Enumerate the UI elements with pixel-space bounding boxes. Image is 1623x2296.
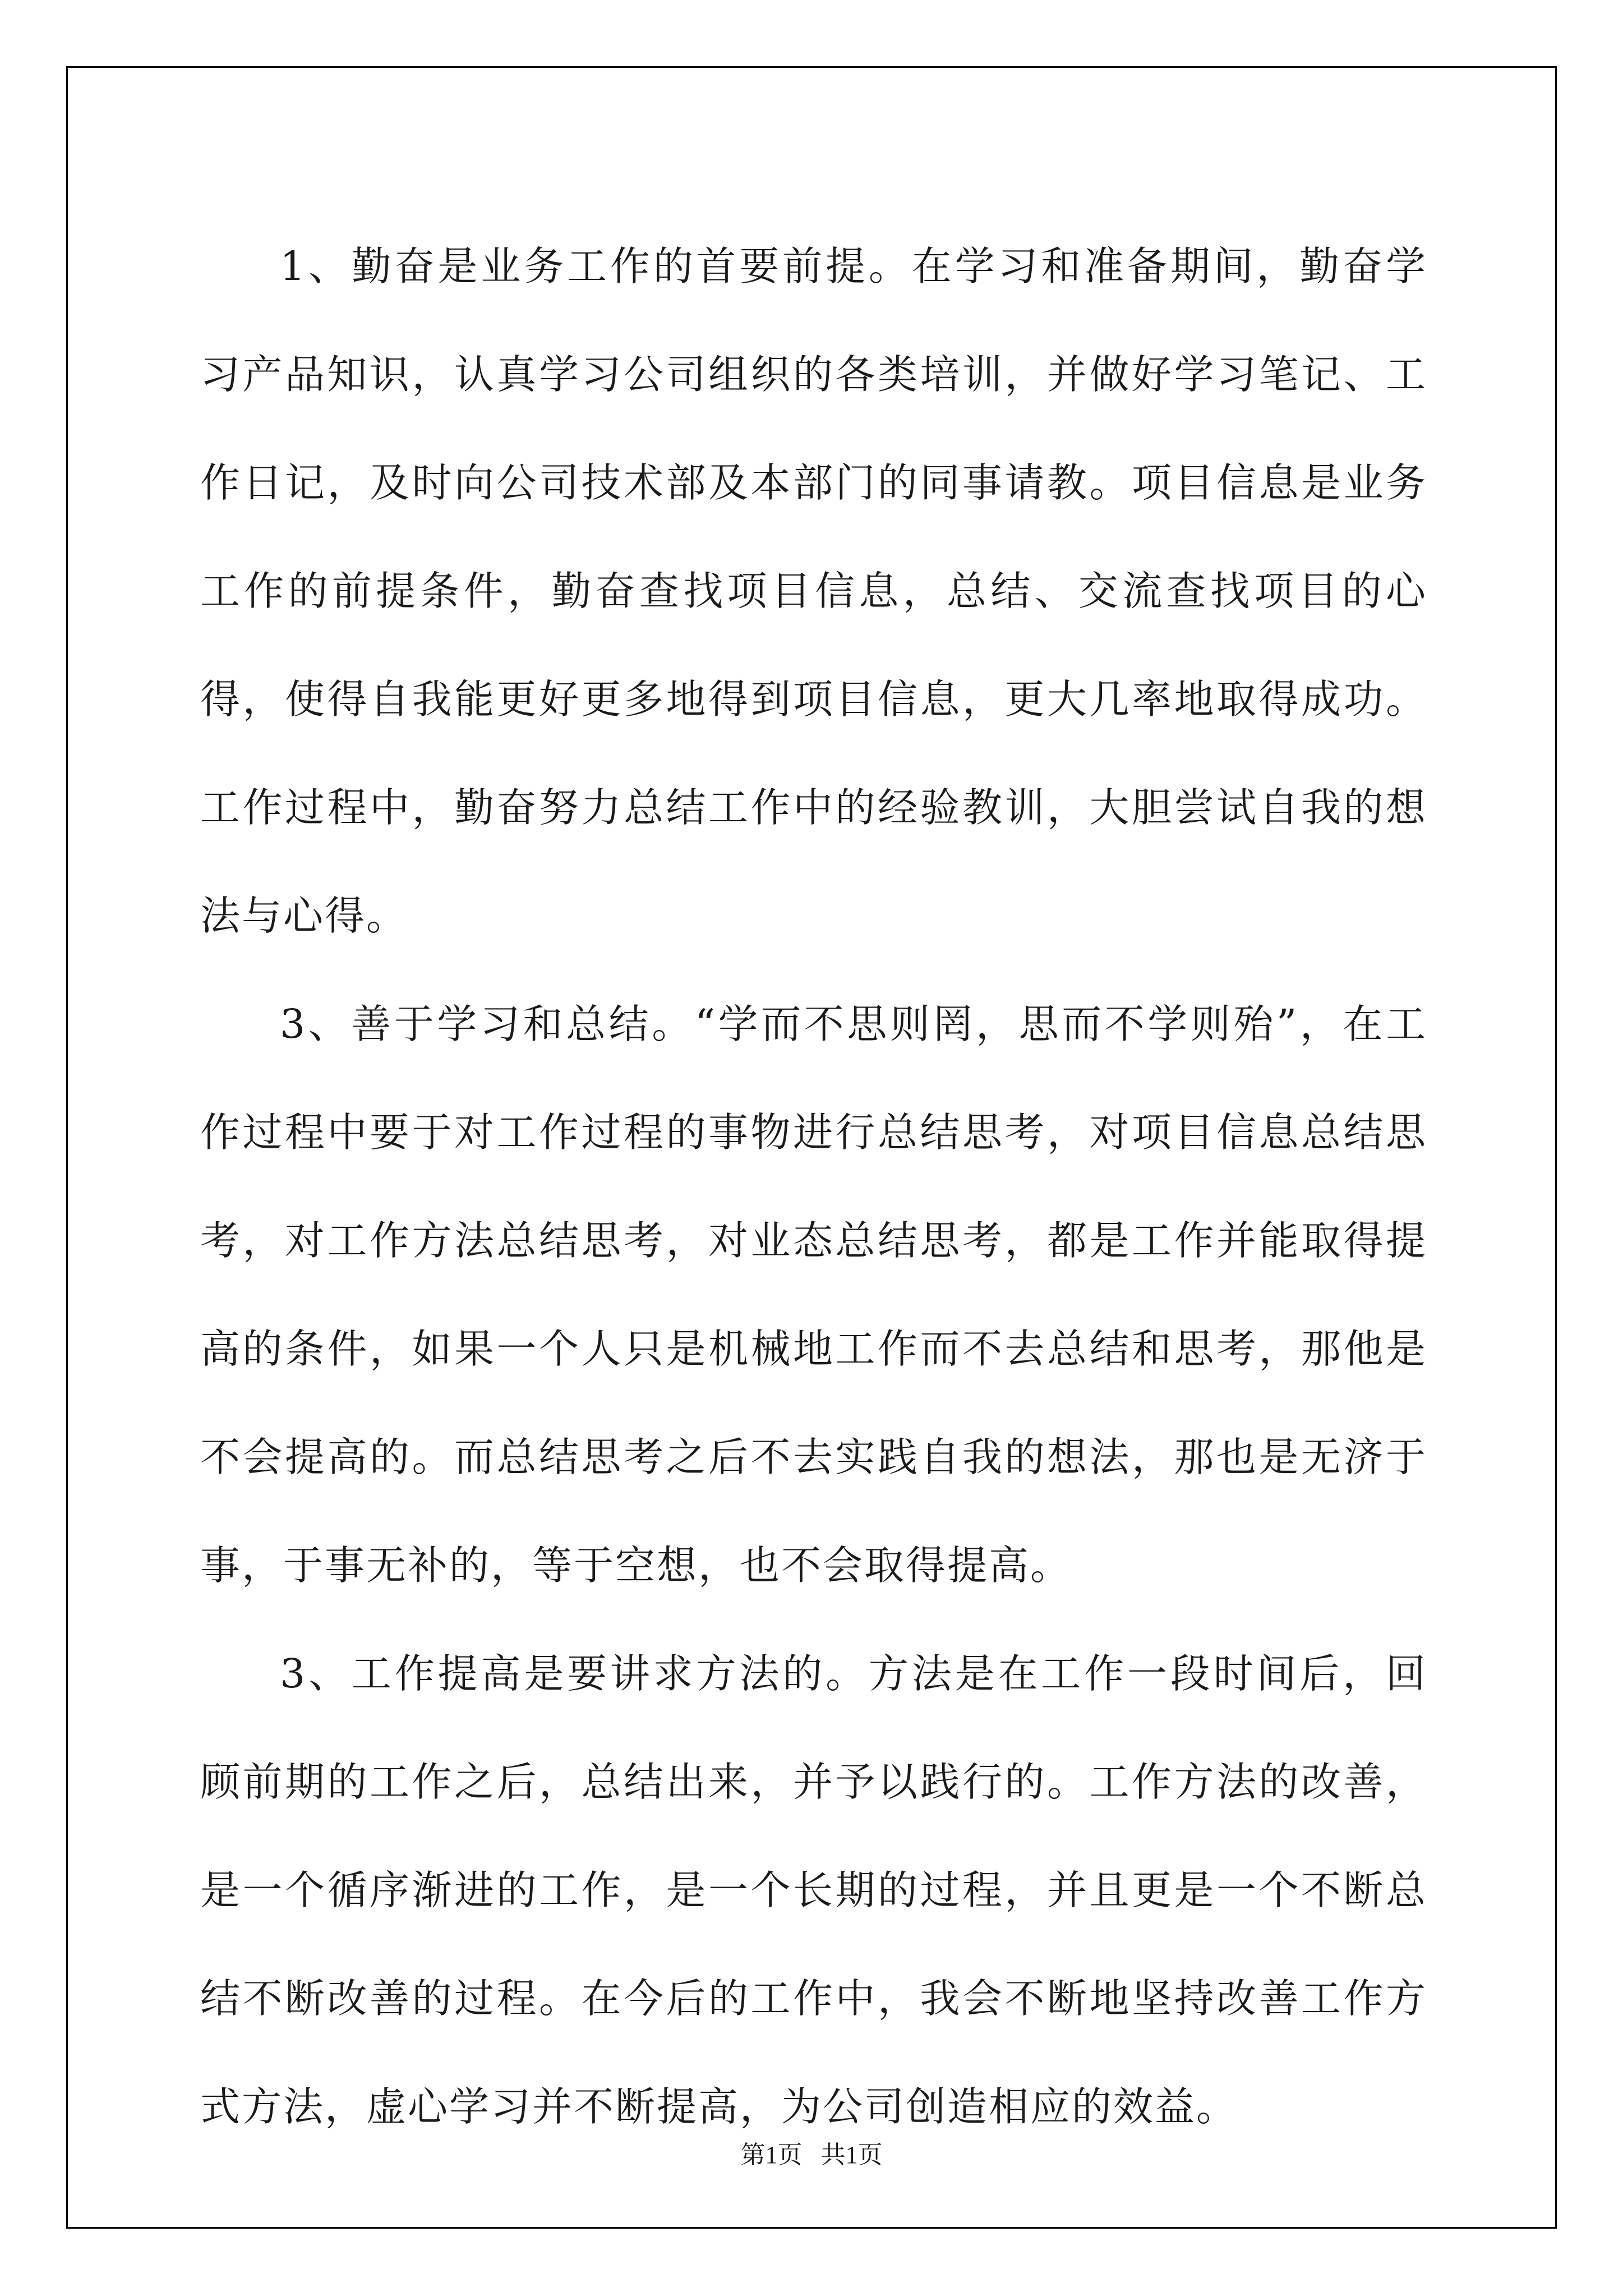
paragraph-3: 3、工作提高是要讲求方法的。方法是在工作一段时间后，回顾前期的工作之后，总结出来，并予以践行的。工作方法的改善，是一个循序渐进的工作，是一个长期的过程，并且更是一个不断总结不断改善的过程。在今后的工作中，我会不断地坚持改善工作方式方法，虚心学习并不断提高，为公司创造相应的效益。 xyxy=(200,1650,1427,2130)
page-footer: 第1页 共1页 xyxy=(740,2141,883,2169)
document-body xyxy=(200,212,1427,2161)
paragraph-1: 1、勤奋是业务工作的首要前提。在学习和准备期间，勤奋学习产品知识，认真学习公司组织的各类培训，并做好学习笔记、工作日记，及时向公司技术部及本部门的同事请教。项目信息是业务工作的前提条件，勤奋查找项目信息，总结、交流查找项目的心得，使得自我能更好更多地得到项目信息，更大几率地取得成功。工作过程中，勤奋努力总结工作中的经验教训，大胆尝试自我的想法与心得。 xyxy=(200,243,1427,939)
paragraph-2: 3、善于学习和总结。“学而不思则罔，思而不学则殆”，在工作过程中要于对工作过程的事物进行总结思考，对项目信息总结思考，对工作方法总结思考，对业态总结思考，都是工作并能取得提高的条件，如果一个人只是机械地工作而不去总结和思考，那他是不会提高的。而总结思考之后不去实践自我的想法，那也是无济于事，于事无补的，等于空想，也不会取得提高。 xyxy=(200,1001,1427,1589)
